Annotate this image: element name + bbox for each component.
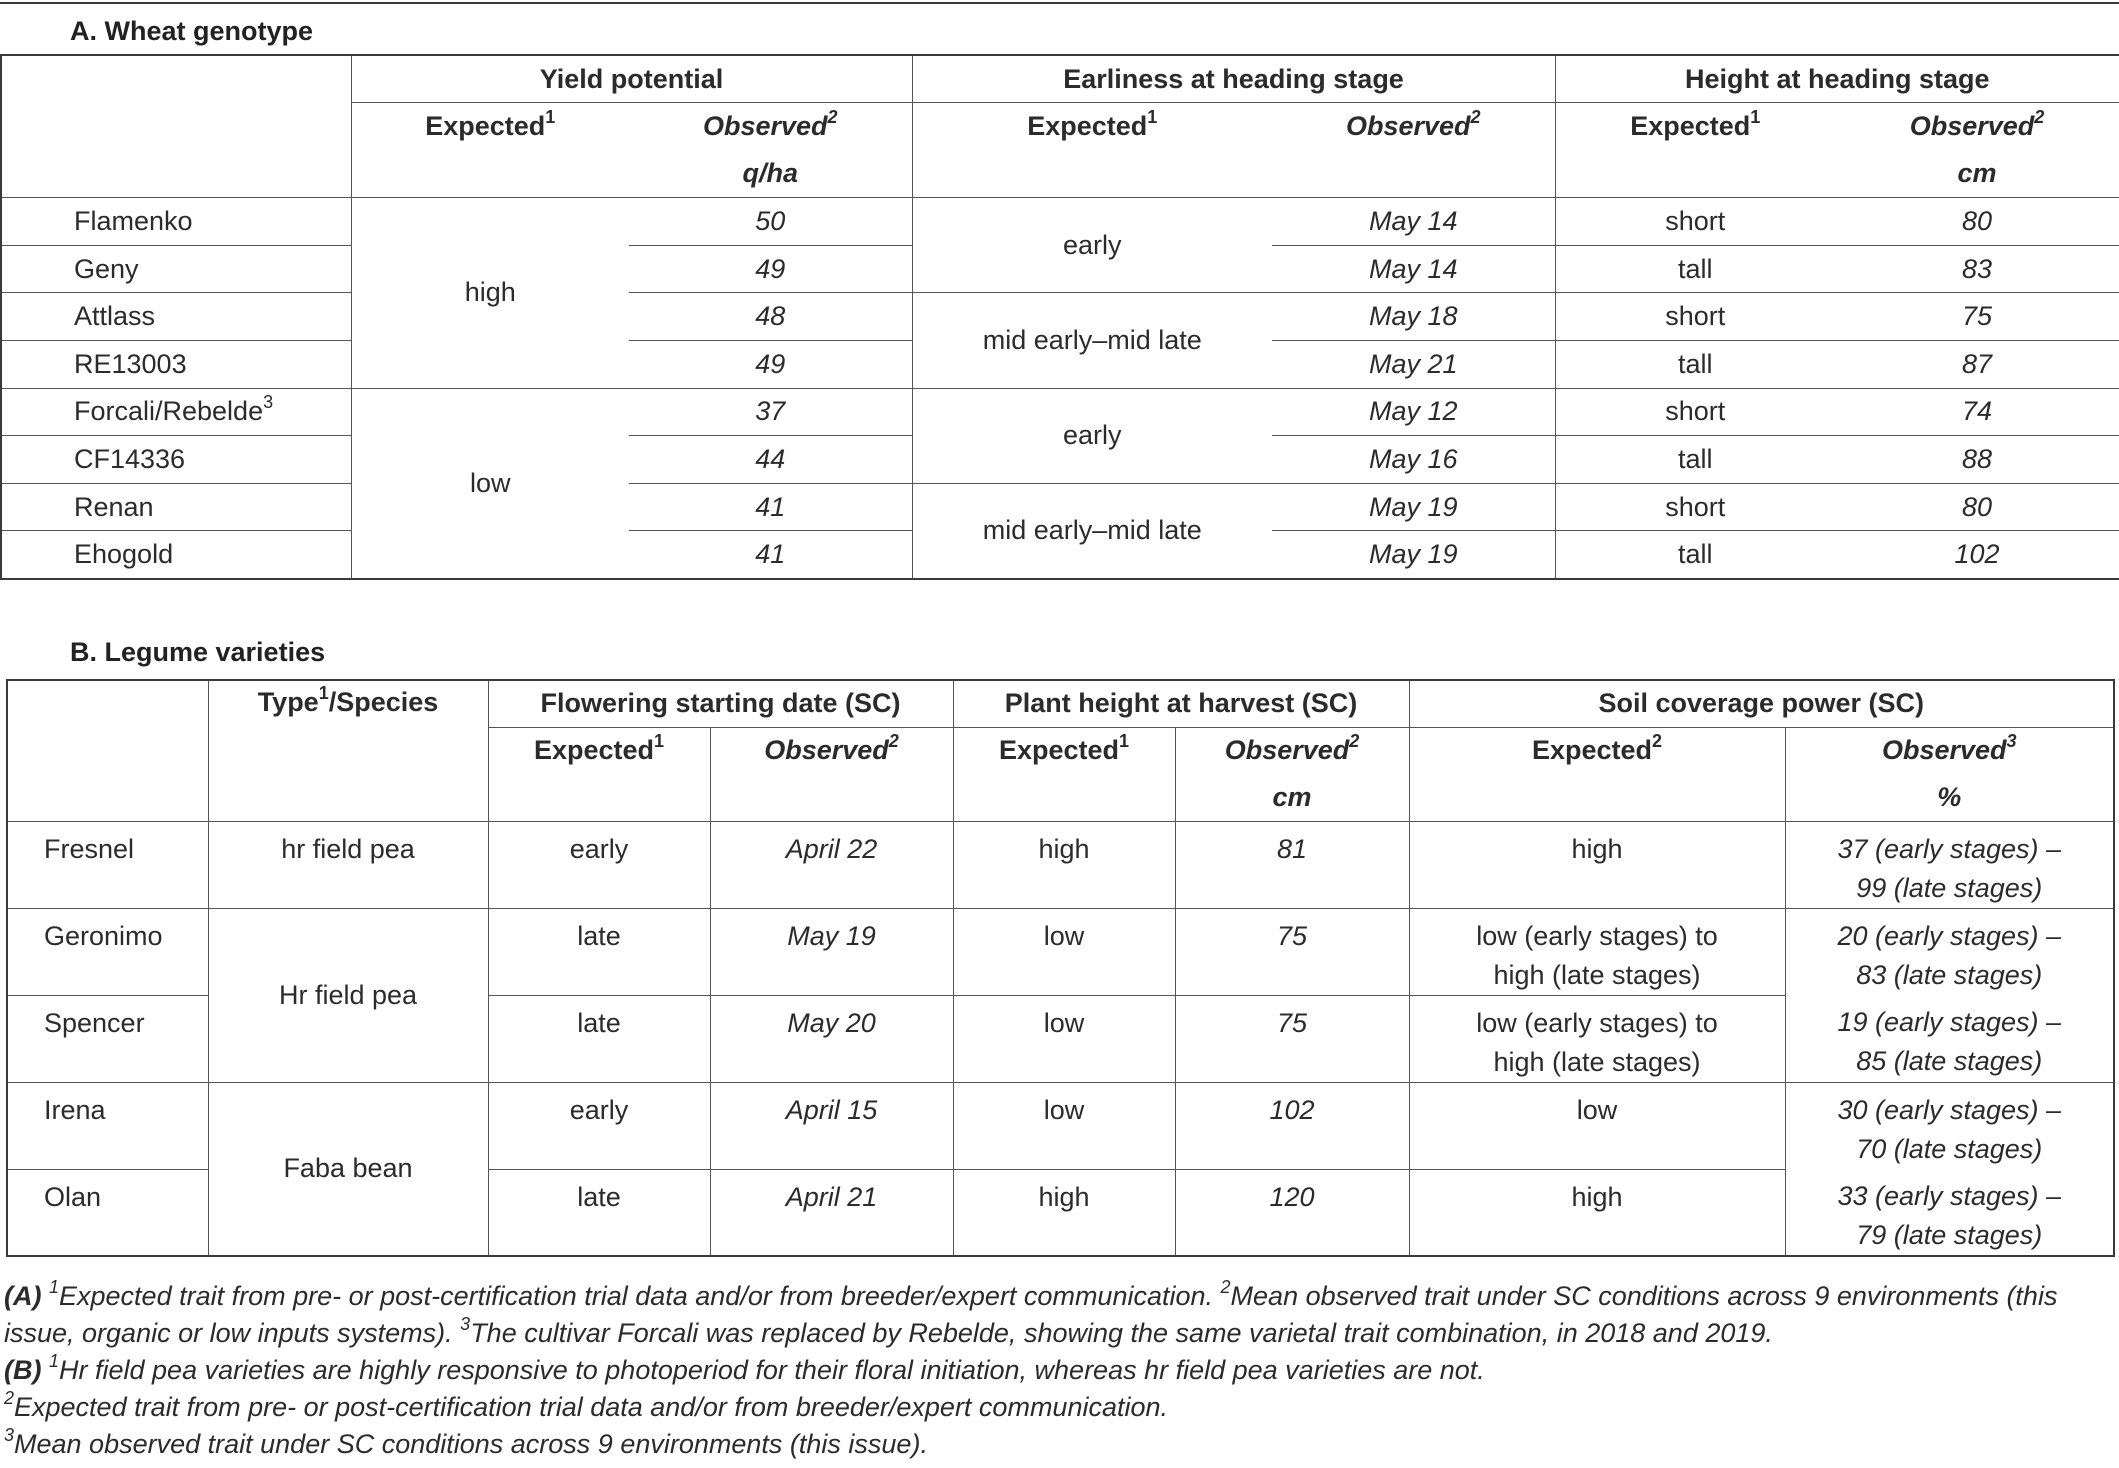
table-row xyxy=(1,483,2119,531)
heading-observed: May 14 xyxy=(1272,245,1555,293)
section-b-title: B. Legume varieties xyxy=(70,637,326,667)
earliness-expected-group: early xyxy=(912,198,1272,293)
footnote-b2: $^2$Expected trait from pre- or post-certification trial data and/or from breeder/expert communication. xyxy=(4,1388,1169,1422)
flowering-expected: late xyxy=(488,995,710,1082)
header-flowering-expected: Expected$^1$ xyxy=(488,727,710,774)
earliness-expected-group: mid early–mid late xyxy=(912,483,1272,578)
heading-observed: May 21 xyxy=(1272,341,1555,389)
flowering-expected: late xyxy=(488,1169,710,1256)
height-observed: 74 xyxy=(1835,388,2119,436)
height-observed: 88 xyxy=(1835,436,2119,484)
variety-name: Irena xyxy=(7,1082,208,1169)
unit-cm: cm xyxy=(1175,774,1409,821)
genotype-name: Attlass xyxy=(1,293,351,341)
height-expected: tall xyxy=(1555,436,1835,484)
heading-observed: May 12 xyxy=(1272,388,1555,436)
soil-expected: low xyxy=(1409,1082,1785,1169)
header-soil-coverage: Soil coverage power (SC) xyxy=(1409,680,2114,727)
table-row xyxy=(1,198,2119,246)
height-expected: tall xyxy=(1555,341,1835,389)
genotype-name: Forcali/Rebelde$^3$ xyxy=(1,388,351,436)
soil-expected: high xyxy=(1409,821,1785,908)
header-flowering: Flowering starting date (SC) xyxy=(488,680,953,727)
footnotes xyxy=(4,1278,2114,1463)
height-observed: 81 xyxy=(1175,821,1409,908)
variety-name: Spencer xyxy=(7,995,208,1082)
table-row xyxy=(7,821,2114,908)
variety-name: Olan xyxy=(7,1169,208,1256)
yield-observed: 37 xyxy=(629,388,912,436)
header-flowering-observed: Observed$^2$ xyxy=(710,727,953,774)
header-yield-observed: Observed$^2$ xyxy=(629,103,912,151)
yield-expected-group: high xyxy=(351,198,629,388)
genotype-name: Flamenko xyxy=(1,198,351,246)
legume-varieties-table xyxy=(6,679,2115,1257)
height-observed: 120 xyxy=(1175,1169,1409,1256)
genotype-name: Ehogold xyxy=(1,531,351,579)
heading-observed: May 16 xyxy=(1272,436,1555,484)
type-species: hr field pea xyxy=(208,821,488,908)
height-expected: low xyxy=(953,995,1175,1082)
earliness-expected-group: early xyxy=(912,388,1272,483)
soil-observed: 37 (early stages) – 99 (late stages) xyxy=(1785,821,2114,908)
height-observed: 83 xyxy=(1835,245,2119,293)
height-expected: tall xyxy=(1555,531,1835,579)
height-expected: short xyxy=(1555,198,1835,246)
variety-name: Geronimo xyxy=(7,908,208,995)
soil-observed: 30 (early stages) – 70 (late stages) xyxy=(1785,1082,2114,1169)
table-row xyxy=(1,388,2119,436)
height-observed: 75 xyxy=(1175,908,1409,995)
height-expected: high xyxy=(953,1169,1175,1256)
heading-observed: May 19 xyxy=(1272,483,1555,531)
header-yield-potential: Yield potential xyxy=(351,55,912,103)
table-row xyxy=(1,293,2119,341)
variety-name: Fresnel xyxy=(7,821,208,908)
header-earliness: Earliness at heading stage xyxy=(912,55,1555,103)
header-height-expected: Expected$^1$ xyxy=(953,727,1175,774)
yield-observed: 49 xyxy=(629,341,912,389)
heading-observed: May 18 xyxy=(1272,293,1555,341)
flowering-expected: early xyxy=(488,1082,710,1169)
earliness-expected-group: mid early–mid late xyxy=(912,293,1272,388)
table-row xyxy=(7,908,2114,995)
yield-observed: 49 xyxy=(629,245,912,293)
header-height-expected: Expected$^1$ xyxy=(1555,103,1835,151)
table-row xyxy=(7,1082,2114,1169)
unit-height: cm xyxy=(1835,150,2119,198)
height-observed: 87 xyxy=(1835,341,2119,389)
height-expected: tall xyxy=(1555,245,1835,293)
height-expected: short xyxy=(1555,483,1835,531)
header-type-species: Type$^1$/Species xyxy=(208,680,488,821)
soil-expected: high xyxy=(1409,1169,1785,1256)
flowering-observed: April 21 xyxy=(710,1169,953,1256)
height-observed: 102 xyxy=(1835,531,2119,579)
header-yield-expected: Expected$^1$ xyxy=(351,103,629,151)
height-expected: short xyxy=(1555,388,1835,436)
header-height-observed: Observed$^2$ xyxy=(1835,103,2119,151)
unit-percent: % xyxy=(1785,774,2114,821)
genotype-name: CF14336 xyxy=(1,436,351,484)
yield-observed: 48 xyxy=(629,293,912,341)
footnote-b1: (B) $^1$Hr field pea varieties are highly responsive to photoperiod for their floral initiation, whereas hr field pea varieties are not. xyxy=(4,1351,1485,1385)
header-soil-expected: Expected$^2$ xyxy=(1409,727,1785,774)
soil-observed: 33 (early stages) – 79 (late stages) xyxy=(1785,1169,2114,1256)
flowering-expected: early xyxy=(488,821,710,908)
flowering-observed: April 15 xyxy=(710,1082,953,1169)
footnote-a: (A) $^1$Expected trait from pre- or post-certification trial data and/or from breeder/expert communication. $^2$Mean observed trait under SC conditions across 9 environments (this issue, organic or low inputs systems). $^3$The cultivar Forcali was replaced by Rebelde, showing the same varietal trait combination, in 2018 and 2019. xyxy=(4,1277,2058,1348)
header-soil-observed: Observed$^3$ xyxy=(1785,727,2114,774)
footnote-b3: $^3$Mean observed trait under SC conditions across 9 environments (this issue). xyxy=(4,1425,928,1459)
flowering-observed: April 22 xyxy=(710,821,953,908)
soil-observed: 20 (early stages) – 83 (late stages) xyxy=(1785,908,2114,995)
flowering-expected: late xyxy=(488,908,710,995)
height-observed: 75 xyxy=(1175,995,1409,1082)
header-height: Height at heading stage xyxy=(1555,55,2119,103)
header-height-observed: Observed$^2$ xyxy=(1175,727,1409,774)
type-species: Faba bean xyxy=(208,1082,488,1256)
header-earliness-observed: Observed$^2$ xyxy=(1272,103,1555,151)
soil-expected: low (early stages) to high (late stages) xyxy=(1409,908,1785,995)
header-empty-cell xyxy=(1,55,351,198)
yield-expected-group: low xyxy=(351,388,629,578)
yield-observed: 44 xyxy=(629,436,912,484)
yield-observed: 50 xyxy=(629,198,912,246)
genotype-name: RE13003 xyxy=(1,341,351,389)
heading-observed: May 19 xyxy=(1272,531,1555,579)
soil-expected: low (early stages) to high (late stages) xyxy=(1409,995,1785,1082)
genotype-name: Renan xyxy=(1,483,351,531)
wheat-genotype-table xyxy=(0,54,2119,580)
height-observed: 102 xyxy=(1175,1082,1409,1169)
yield-observed: 41 xyxy=(629,483,912,531)
genotype-name: Geny xyxy=(1,245,351,293)
height-expected: low xyxy=(953,908,1175,995)
section-a-title: A. Wheat genotype xyxy=(0,2,2119,58)
heading-observed: May 14 xyxy=(1272,198,1555,246)
height-expected: short xyxy=(1555,293,1835,341)
header-plant-height: Plant height at harvest (SC) xyxy=(953,680,1409,727)
type-species: Hr field pea xyxy=(208,908,488,1082)
height-observed: 75 xyxy=(1835,293,2119,341)
unit-yield: q/ha xyxy=(629,150,912,198)
height-observed: 80 xyxy=(1835,198,2119,246)
yield-observed: 41 xyxy=(629,531,912,579)
flowering-observed: May 19 xyxy=(710,908,953,995)
height-observed: 80 xyxy=(1835,483,2119,531)
height-expected: high xyxy=(953,821,1175,908)
flowering-observed: May 20 xyxy=(710,995,953,1082)
header-earliness-expected: Expected$^1$ xyxy=(912,103,1272,151)
soil-observed: 19 (early stages) – 85 (late stages) xyxy=(1785,995,2114,1082)
height-expected: low xyxy=(953,1082,1175,1169)
